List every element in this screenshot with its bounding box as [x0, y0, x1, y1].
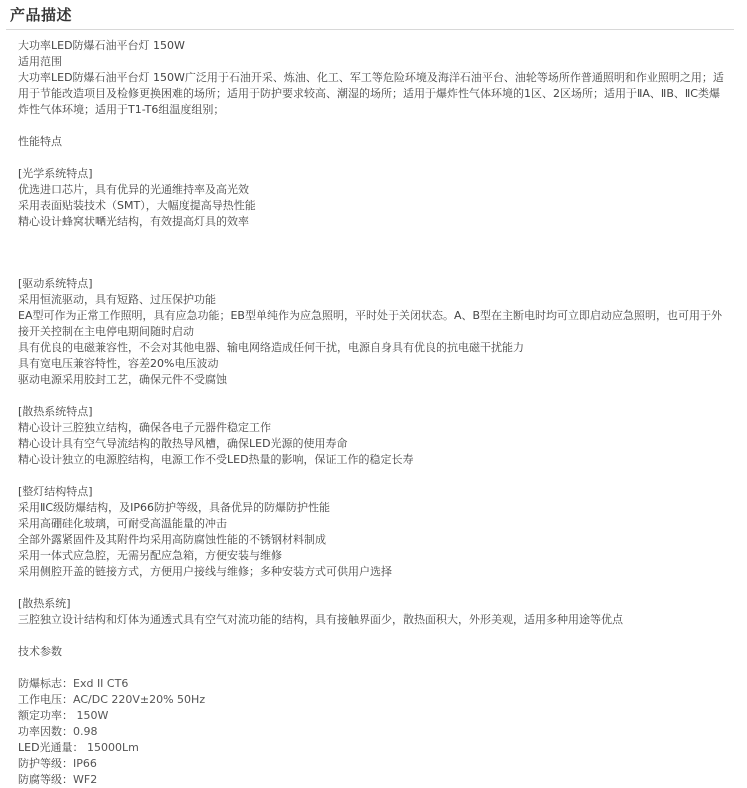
tech-param-row: [18, 708, 730, 724]
structure-line: 采用侧腔开盖的链接方式，方便用户接线与维修；多种安装方式可供用户选择: [18, 565, 392, 578]
drive-heading: [驱动系统特点]: [18, 277, 93, 290]
tech-params-list: [18, 676, 730, 788]
tech-param-row: [18, 740, 730, 756]
tech-param-row: [18, 724, 730, 740]
tech-param-value: IP66: [73, 757, 97, 770]
tech-param-value: 0.98: [73, 725, 98, 738]
tech-param-label: LED光通量：: [18, 741, 84, 754]
scope-heading: 适用范围: [18, 55, 62, 68]
optical-line: 采用表面贴装技术（SMT），大幅度提高导热性能: [18, 199, 256, 212]
spacer: [18, 660, 730, 676]
spacer: [18, 260, 730, 276]
tech-param-row: [18, 772, 730, 788]
spacer: [18, 628, 730, 644]
tech-param-label: 额定功率：: [18, 709, 73, 722]
tech-param-row: [18, 692, 730, 708]
structure-line: 采用ⅡC级防爆结构，及IP66防护等级，具备优异的防爆防护性能: [18, 501, 330, 514]
thermal-section: [18, 404, 730, 468]
optical-line: 精心设计蜂窝状嗮光结构，有效提高灯具的效率: [18, 215, 249, 228]
tech-param-row: [18, 756, 730, 772]
section-title: 产品描述: [10, 6, 73, 24]
product-description-body: [18, 38, 730, 788]
drive-section: [18, 276, 730, 388]
scope-text: 大功率LED防爆石油平台灯 150W广泛用于石油开采、炼油、化工、军工等危险环境及海洋石油平台、油轮等场所作普通照明和作业照明之用；适用于节能改造项目及检修更换困难的场所；适用于防护要求较高、潮湿的场所；适用于爆炸性气体环境的1区、2区场所；适用于ⅡA、ⅡB、ⅡC类爆炸性气体环境；适用于T1-T6组温度组别；: [18, 71, 724, 116]
spacer: [18, 388, 730, 404]
tech-param-row: [18, 676, 730, 692]
spacer: [18, 230, 730, 260]
optical-section: [18, 166, 730, 230]
cooling-section: [18, 596, 730, 628]
header-divider: [6, 29, 734, 30]
tech-param-label: 功率因数：: [18, 725, 73, 738]
structure-section: [18, 484, 730, 580]
drive-line: 驱动电源采用胶封工艺，确保元件不受腐蚀: [18, 373, 227, 386]
structure-line: 采用高硼硅化玻璃，可耐受高温能量的冲击: [18, 517, 227, 530]
tech-param-label: 防腐等级：: [18, 773, 73, 786]
structure-line: 全部外露紧固件及其附件均采用高防腐蚀性能的不锈钢材料制成: [18, 533, 326, 546]
tech-param-value: AC/DC 220V±20% 50Hz: [73, 693, 206, 706]
tech-params-heading: 技术参数: [18, 645, 62, 658]
thermal-heading: [散热系统特点]: [18, 405, 93, 418]
cooling-line: 三腔独立设计结构和灯体为通透式具有空气对流功能的结构，具有接触界面少，散热面积大，外形美观，适用多种用途等优点: [18, 613, 623, 626]
structure-line: 采用一体式应急腔，无需另配应急箱，方便安装与维修: [18, 549, 282, 562]
structure-heading: [整灯结构特点]: [18, 485, 93, 498]
drive-line: 采用恒流驱动，具有短路、过压保护功能: [18, 293, 216, 306]
optical-heading: [光学系统特点]: [18, 167, 93, 180]
tech-param-value: 150W: [73, 709, 109, 722]
spacer: [18, 580, 730, 596]
thermal-line: 精心设计三腔独立结构，确保各电子元器件稳定工作: [18, 421, 271, 434]
tech-param-value: 15000Lm: [83, 741, 139, 754]
performance-heading: 性能特点: [18, 135, 62, 148]
tech-param-label: 防护等级：: [18, 757, 73, 770]
spacer: [18, 150, 730, 166]
thermal-line: 精心设计具有空气导流结构的散热导风槽，确保LED光源的使用寿命: [18, 437, 348, 450]
tech-param-label: 防爆标志：: [18, 677, 73, 690]
drive-line: 具有优良的电磁兼容性，不会对其他电器、输电网络造成任何干扰，电源自身具有优良的抗电磁干扰能力: [18, 341, 524, 354]
spacer: [18, 118, 730, 134]
drive-line: 具有宽电压兼容特性，容差20%电压波动: [18, 357, 219, 370]
product-name: 大功率LED防爆石油平台灯 150W: [18, 39, 185, 52]
tech-param-label: 工作电压：: [18, 693, 73, 706]
cooling-heading: [散热系统]: [18, 597, 71, 610]
product-description-header: [0, 0, 735, 32]
spacer: [18, 468, 730, 484]
tech-param-value: Exd II CT6: [73, 677, 129, 690]
tech-param-value: WF2: [73, 773, 98, 786]
thermal-line: 精心设计独立的电源腔结构，电源工作不受LED热量的影响，保证工作的稳定长寿: [18, 453, 414, 466]
optical-line: 优选进口芯片，具有优异的光通维持率及高光效: [18, 183, 249, 196]
drive-line: EA型可作为正常工作照明，具有应急功能；EB型单纯作为应急照明，平时处于关闭状态。A、B型在主断电时均可立即启动应急照明，也可用于外接开关控制在主电停电期间随时启动: [18, 309, 723, 338]
